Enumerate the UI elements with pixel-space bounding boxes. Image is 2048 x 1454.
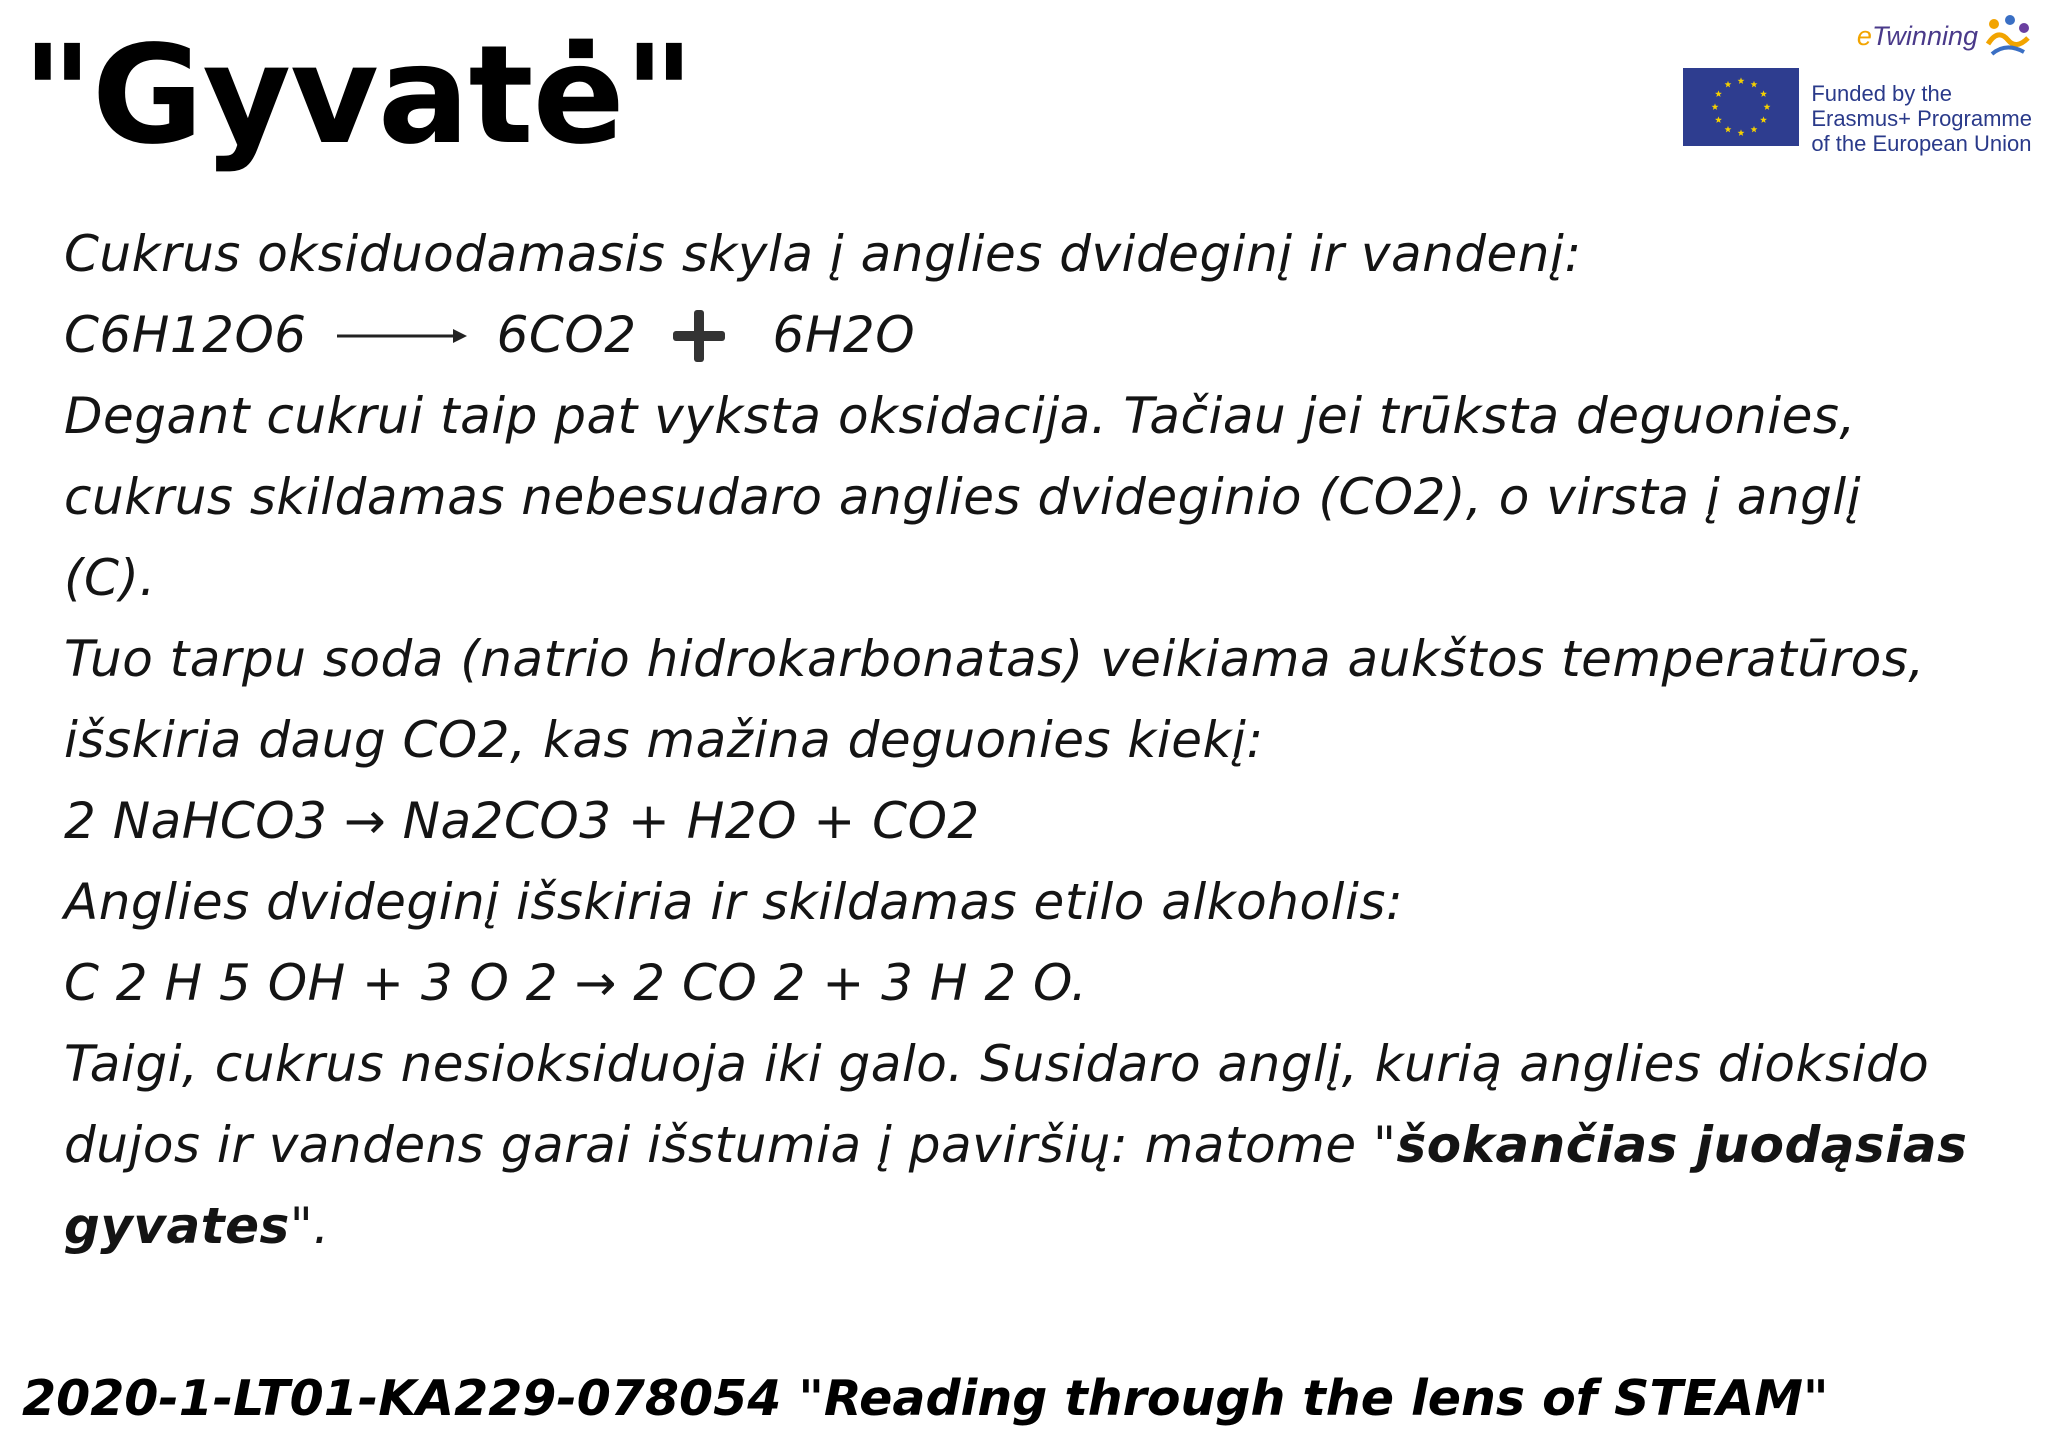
- line-snakes-2: [64, 1186, 1824, 1267]
- equation-soda: 2 NaHCO3 → Na2CO3 + H2O + CO2: [64, 792, 980, 850]
- logos-block: [1652, 14, 2032, 154]
- equation-glucose: [64, 295, 1824, 376]
- etwinning-logo: [1857, 14, 2032, 58]
- line-ethanol: Anglies dvideginį išskiria ir skildamas etilo alkoholis:: [64, 873, 1404, 931]
- line-conclusion: Taigi, cukrus nesioksiduoja iki galo. Susidaro anglį, kurią anglies dioksido: [64, 1035, 1930, 1093]
- line-snakes-1: [64, 1105, 1968, 1186]
- snakes-word-bold: gyvates: [64, 1197, 290, 1255]
- etwinning-wordmark: [1857, 21, 1978, 52]
- etwinning-figures-icon: [1984, 14, 2032, 58]
- line-sugar-oxidation: Cukrus oksiduodamasis skyla į anglies dvideginį ir vandenį:: [64, 225, 1582, 283]
- line-carbon: (C).: [64, 549, 156, 607]
- etwinning-rest: Twinning: [1871, 20, 1978, 51]
- erasmus-logo: [1683, 68, 2032, 156]
- project-footer: 2020-1-LT01-KA229-078054 "Reading through the lens of STEAM": [22, 1370, 1829, 1427]
- snakes-text-bold: šokančias juodąsias: [1396, 1116, 1968, 1174]
- line-burning-oxidation: Degant cukrui taip pat vyksta oksidacija. Tačiau jei trūksta deguonies,: [64, 387, 1856, 445]
- line-no-co2: cukrus skildamas nebesudaro anglies dvideginio (CO2), o virsta į anglį: [64, 468, 1862, 526]
- eu-flag-icon: [1683, 68, 1799, 146]
- etwinning-e: e: [1856, 20, 1872, 51]
- snakes-text-normal: dujos ir vandens garai išstumia į paviršių: matome ": [64, 1116, 1397, 1174]
- page-title: "Gyvatė": [22, 17, 694, 175]
- equation-glucose-left: C6H12O6: [64, 306, 307, 364]
- equation-glucose-product-1: 6CO2: [496, 306, 637, 364]
- snakes-end-normal: ".: [289, 1197, 330, 1255]
- equation-ethanol: C 2 H 5 OH + 3 O 2 → 2 CO 2 + 3 H 2 O.: [64, 954, 1088, 1012]
- line-soda-co2: išskiria daug CO2, kas mažina deguonies kiekį:: [64, 711, 1264, 769]
- plus-sign-icon: [671, 308, 727, 364]
- reaction-arrow-icon: [337, 324, 469, 348]
- line-soda: Tuo tarpu soda (natrio hidrokarbonatas) veikiama aukštos temperatūros,: [64, 630, 1925, 688]
- funded-by-text: Funded by the Erasmus+ Programme of the European Union: [1811, 81, 2032, 156]
- explanation-text: [64, 214, 1968, 1267]
- equation-glucose-product-2: 6H2O: [772, 306, 916, 364]
